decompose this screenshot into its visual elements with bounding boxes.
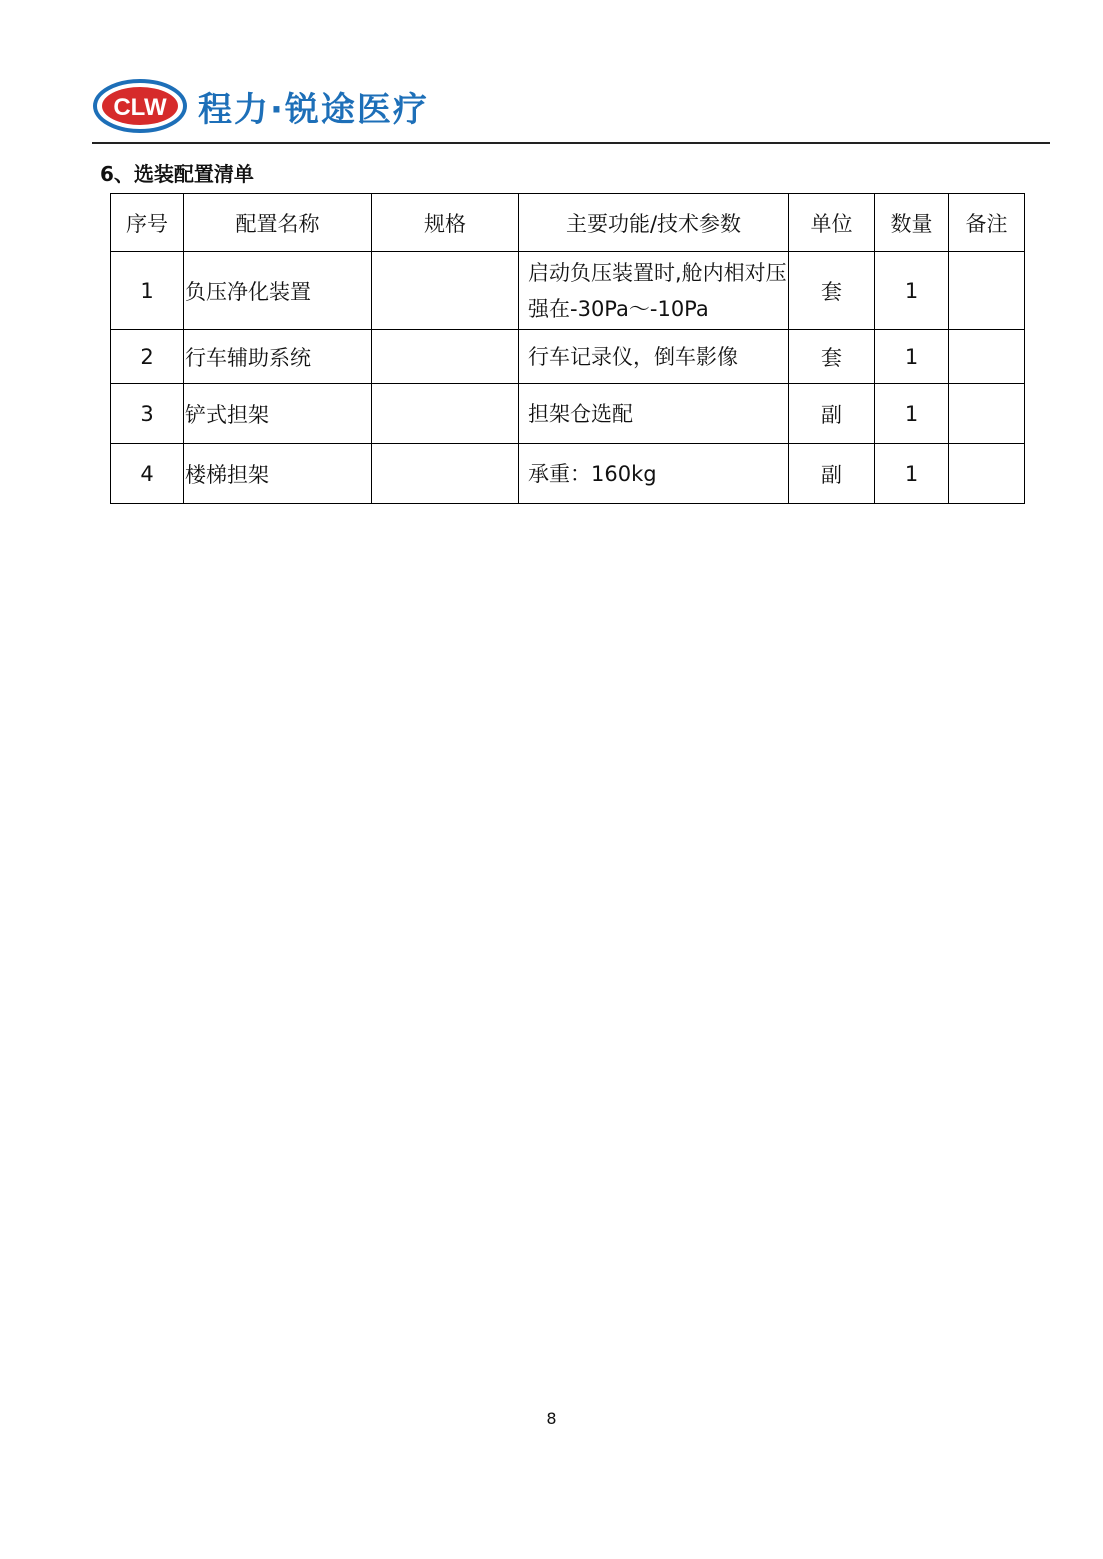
cell-note: [949, 384, 1025, 444]
table-row: [111, 444, 1025, 504]
cell-spec: [372, 252, 519, 330]
table-row: [111, 252, 1025, 330]
cell-spec: [372, 330, 519, 384]
cell-spec: [372, 384, 519, 444]
page-number: 8: [546, 1409, 557, 1428]
column-header-function: 主要功能/技术参数: [519, 194, 789, 252]
logo-text: CLW: [113, 94, 167, 121]
document-header: [92, 76, 429, 136]
column-header-spec: 规格: [372, 194, 519, 252]
cell-function: 承重：160kg: [519, 444, 789, 504]
cell-no: 3: [111, 384, 184, 444]
column-header-note: 备注: [949, 194, 1025, 252]
cell-name: 行车辅助系统: [184, 330, 372, 384]
table-row: [111, 384, 1025, 444]
table-row: [111, 330, 1025, 384]
config-table: [110, 193, 1025, 504]
cell-qty: 1: [875, 252, 949, 330]
cell-unit: 副: [789, 384, 875, 444]
cell-no: 1: [111, 252, 184, 330]
brand-name: 程力·锐途医疗: [198, 89, 429, 130]
cell-unit: 副: [789, 444, 875, 504]
cell-note: [949, 444, 1025, 504]
cell-no: 2: [111, 330, 184, 384]
column-header-name: 配置名称: [184, 194, 372, 252]
table-header-row: [111, 194, 1025, 252]
cell-function: 行车记录仪，倒车影像: [519, 330, 789, 384]
cell-note: [949, 252, 1025, 330]
cell-unit: 套: [789, 330, 875, 384]
cell-name: 负压净化装置: [184, 252, 372, 330]
column-header-no: 序号: [111, 194, 184, 252]
cell-qty: 1: [875, 330, 949, 384]
cell-name: 铲式担架: [184, 384, 372, 444]
cell-qty: 1: [875, 444, 949, 504]
clw-logo-icon: [92, 78, 188, 134]
cell-note: [949, 330, 1025, 384]
section-title: 6、选装配置清单: [100, 162, 254, 186]
cell-spec: [372, 444, 519, 504]
cell-function: 启动负压装置时,舱内相对压强在-30Pa～-10Pa: [519, 252, 789, 330]
column-header-qty: 数量: [875, 194, 949, 252]
cell-qty: 1: [875, 384, 949, 444]
cell-unit: 套: [789, 252, 875, 330]
cell-function: 担架仓选配: [519, 384, 789, 444]
column-header-unit: 单位: [789, 194, 875, 252]
cell-name: 楼梯担架: [184, 444, 372, 504]
cell-no: 4: [111, 444, 184, 504]
header-divider: [92, 142, 1050, 144]
